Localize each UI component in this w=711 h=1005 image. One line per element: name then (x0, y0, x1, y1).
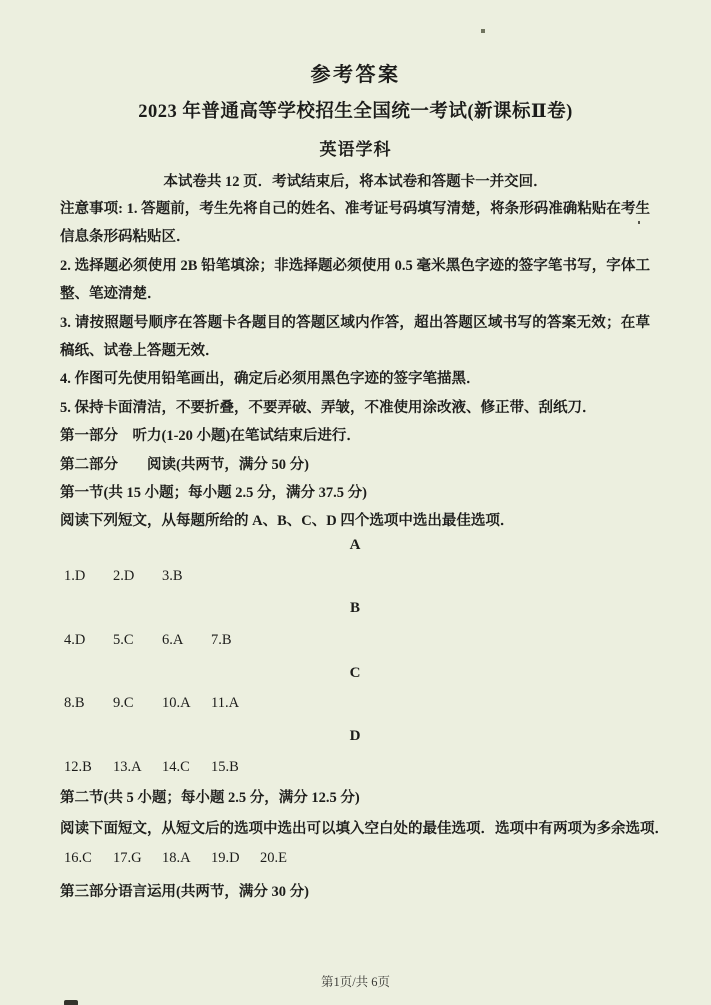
section1-note: 阅读下列短文，从每题所给的 A、B、C、D 四个选项中选出最佳选项． (60, 513, 515, 530)
answer-item: 4.D (64, 632, 86, 648)
answer-item: 20.E (260, 850, 287, 866)
subject-title: 英语学科 (319, 140, 392, 159)
answer-item: 8.B (64, 695, 85, 711)
exam-title: 2023 年普通高等学校招生全国统一考试(新课标Ⅱ卷) (138, 102, 573, 122)
notice-line: 2. 选择题必须使用 2B 铅笔填涂；非选择题必须使用 0.5 毫米黑色字迹的签字笔书写，字体工 (60, 257, 650, 274)
answer-item: 12.B (64, 759, 92, 775)
answer-item: 18.A (162, 850, 191, 866)
answer-row (64, 759, 260, 776)
passage-label-c: C (349, 665, 361, 681)
passage-label-d: D (349, 728, 361, 744)
section2-note: 阅读下面短文，从短文后的选项中选出可以填入空白处的最佳选项．选项中有两项为多余选项． (60, 821, 669, 837)
answer-item: 11.A (211, 695, 240, 711)
answer-item: 16.C (64, 850, 92, 866)
notice-line: 信息条形码粘贴区． (60, 229, 191, 246)
part1-heading: 第一部分 听力(1-20 小题)在笔试结束后进行． (60, 428, 361, 445)
passage-label-a: A (349, 537, 361, 553)
answer-row (64, 695, 260, 712)
notice-line: 4. 作图可先使用铅笔画出，确定后必须用黑色字迹的签字笔描黑． (60, 371, 481, 388)
document-title: 参考答案 (310, 64, 401, 86)
page-number: 第1页/共 6页 (320, 975, 391, 989)
answer-item: 2.D (113, 568, 135, 584)
answer-item: 7.B (211, 632, 232, 648)
answer-row (64, 568, 211, 585)
part2-heading: 第二部分 阅读(共两节，满分 50 分) (60, 456, 309, 473)
answer-item: 13.A (113, 759, 142, 775)
answer-item: 6.A (162, 632, 184, 648)
answer-row (64, 632, 260, 649)
scan-speck (481, 29, 485, 33)
answer-item: 14.C (162, 759, 190, 775)
answer-item: 9.C (113, 695, 134, 711)
answer-item: 19.D (211, 850, 240, 866)
passage-label-b: B (349, 600, 360, 616)
answer-item: 17.G (113, 850, 142, 866)
notice-line: 3. 请按照题号顺序在答题卡各题目的答题区域内作答，超出答题区域书写的答案无效；在草 (60, 314, 650, 331)
scan-speck (638, 221, 640, 224)
answer-item: 1.D (64, 568, 86, 584)
section2-heading: 第二节(共 5 小题；每小题 2.5 分，满分 12.5 分) (60, 790, 360, 806)
answer-item: 5.C (113, 632, 134, 648)
notice-line: 整、笔迹清楚． (60, 286, 162, 303)
notice-line: 5. 保持卡面清洁，不要折叠，不要弄破、弄皱，不准使用涂改液、修正带、刮纸刀． (60, 399, 597, 416)
part3-heading: 第三部分语言运用(共两节，满分 30 分) (60, 884, 309, 900)
scan-speck (64, 1000, 78, 1005)
answer-item: 10.A (162, 695, 191, 711)
paper-instruction: 本试卷共 12 页．考试结束后，将本试卷和答题卡一并交回． (163, 174, 548, 190)
answer-item: 3.B (162, 568, 183, 584)
answer-row (64, 850, 309, 867)
answer-item: 15.B (211, 759, 239, 775)
notice-line: 注意事项: 1. 答题前，考生先将自己的姓名、准考证号码填写清楚，将条形码准确粘贴在考生 (60, 201, 650, 217)
section1-heading: 第一节(共 15 小题；每小题 2.5 分，满分 37.5 分) (60, 485, 367, 501)
notice-line: 稿纸、试卷上答题无效． (60, 343, 220, 359)
